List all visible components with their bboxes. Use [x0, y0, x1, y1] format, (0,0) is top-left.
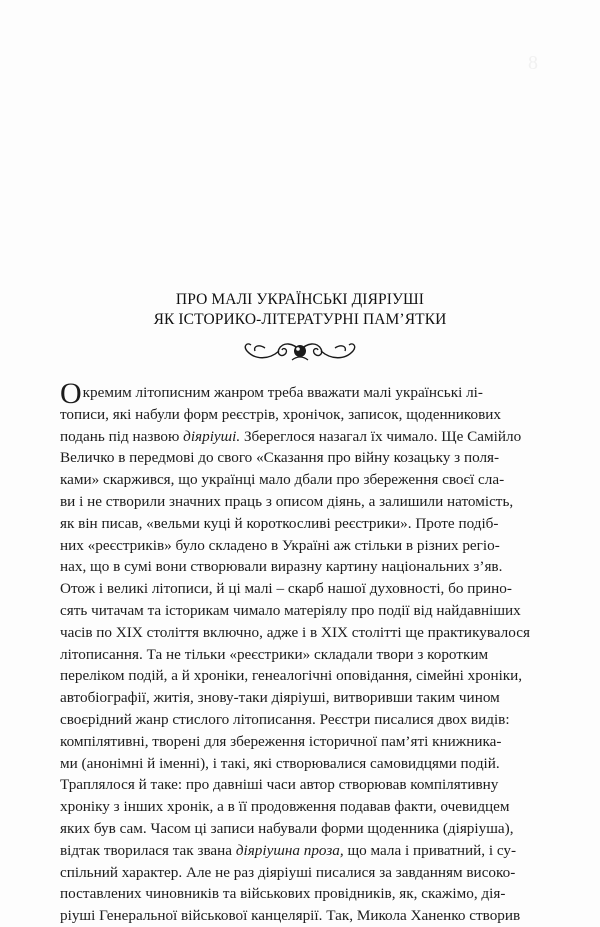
italic-term: діяріушна проза,: [235, 841, 344, 859]
text-line: хроніку з інших хронік, а в її продовження подавав факти, очевидцем: [60, 798, 510, 816]
italic-term: діяріуші.: [183, 427, 241, 445]
text-line: літописання. Та не тільки «реєстрики» складали твори з коротким: [60, 645, 489, 663]
text-line: компілятивні, творені для збереження історичної пам’яті книжника-: [60, 732, 502, 750]
text-fragment: що мала і приватний, і су-: [343, 841, 517, 859]
text-line-content: [83, 382, 524, 404]
text-line: ви і не створили значних праць з описом діянь, а залишили натомість,: [60, 492, 514, 510]
text-line: спільний характер. Але не раз діяріуші писалися за завданням високо-: [60, 863, 516, 881]
text-fragment: подань під назвою: [60, 427, 184, 445]
text-line: тописи, які набули форм реєстрів, хронічок, записок, щоденникових: [60, 405, 502, 423]
text-line: автобіографії, житія, знову-таки діяріуші, витворивши таким чином: [60, 689, 500, 707]
text-line: [60, 376, 524, 410]
body-paragraph: [60, 376, 530, 927]
text-line: [60, 840, 524, 862]
text-fragment: Збереглося назагал їх чимало. Ще Самійло: [240, 427, 522, 445]
text-line: Траплялося й таке: про давніші часи автор створював компілятивну: [60, 776, 499, 794]
text-line: переліком подій, а й хроніки, генеалогічні оповідання, сімейні хроніки,: [60, 667, 523, 685]
text-line: яких був сам. Часом ці записи набували форми щоденника (діяріуша),: [60, 819, 514, 837]
text-line: Отож і великі літописи, й ці малі – скарб нашої духовності, бо прино-: [60, 580, 512, 598]
drop-cap: О: [60, 376, 82, 410]
text-line: своєрідний жанр стислого літописання. Реєстри писалися двох видів:: [60, 710, 510, 728]
text-line: сять читачам та історикам чимало матеріялу про події від найдавніших: [60, 601, 521, 619]
decorative-swirl-ornament-icon: [225, 336, 375, 366]
text-line: часів по XIX століття включно, адже і в XIX столітті ще практикувалося: [60, 623, 530, 641]
text-fragment: [60, 426, 521, 448]
heading-line-2: ЯК ІСТОРИКО-ЛІТЕРАТУРНІ ПАМ’ЯТКИ: [153, 311, 447, 328]
text-line: [60, 426, 524, 448]
text-line: ми (анонімні й іменні), і такі, які створювалися самовидцями подій.: [60, 754, 500, 772]
text-fragment: [60, 840, 516, 862]
text-line: ріуші Генеральної військової канцелярії. Так, Микола Ханенко створив: [60, 907, 521, 925]
text-fragment: відтак творилася так звана: [60, 841, 236, 859]
text-line: як він писав, «вельми куці й короткосливі реєстрики». Проте подіб-: [60, 514, 499, 532]
chapter-heading: [0, 290, 600, 330]
page-number: 8: [528, 52, 538, 74]
text-line: Величко в передмові до свого «Сказання про війну козацьку з поля-: [60, 449, 500, 467]
heading-line-1: ПРО МАЛІ УКРАЇНСЬКІ ДІЯРІУШІ: [175, 291, 425, 308]
text-line: них «реєстриків» було складено в Україні аж стільки в різних регіо-: [60, 536, 500, 554]
text-fragment: кремим літописним жанром треба вважати малі українські лі-: [82, 384, 483, 401]
text-line: нах, що в сумі вони створювали виразну картину національних з’яв.: [60, 558, 503, 576]
text-line: поставлених чиновників та військових провідників, як, скажімо, дія-: [60, 885, 506, 903]
text-line: ками» скаржився, що українці мало дбали про збереження своєї сла-: [60, 471, 505, 489]
